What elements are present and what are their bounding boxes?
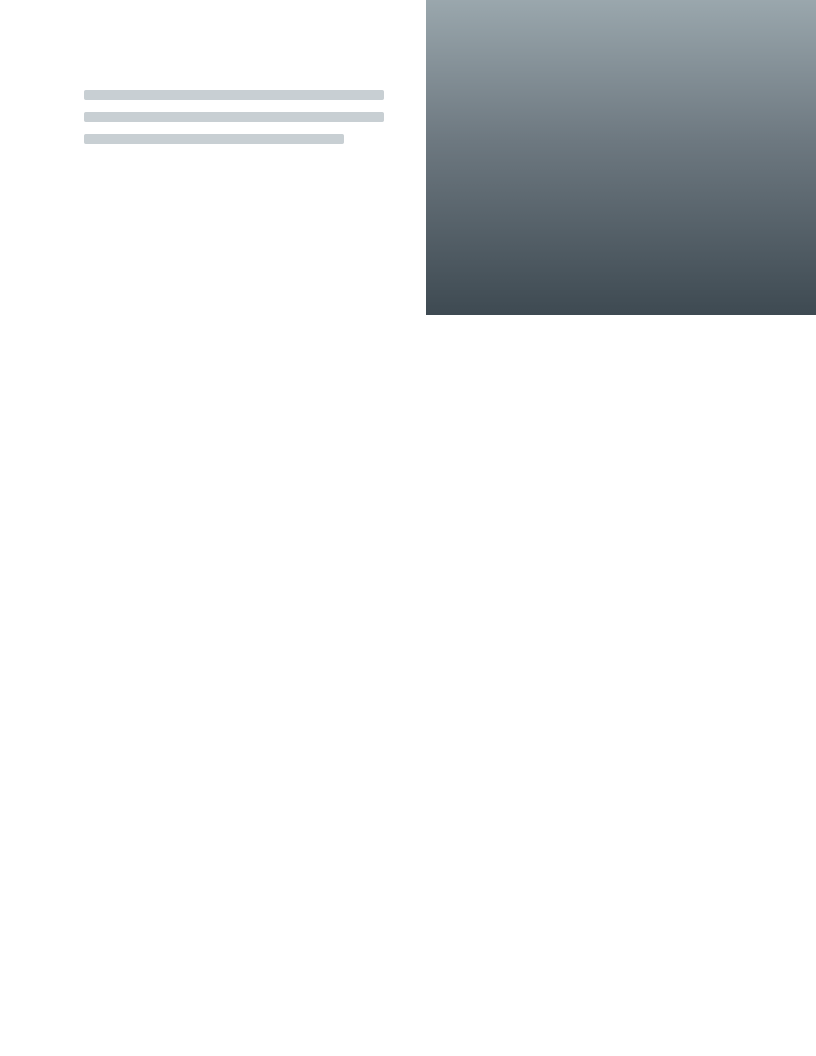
text-placeholder xyxy=(84,134,344,144)
text-placeholder xyxy=(84,90,384,100)
truck-photo xyxy=(426,0,816,315)
text-placeholder xyxy=(84,112,384,122)
